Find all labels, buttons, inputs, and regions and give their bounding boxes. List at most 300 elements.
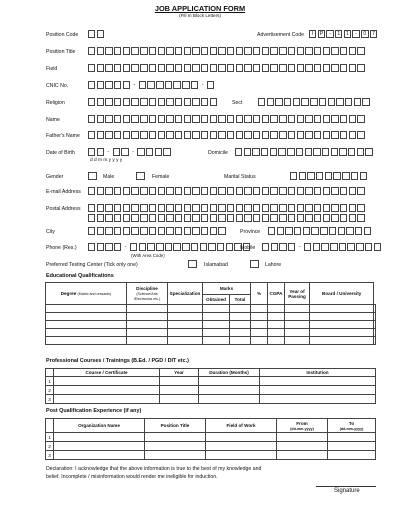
char-box[interactable] [210, 131, 217, 139]
email-boxes[interactable] [88, 187, 365, 195]
char-box[interactable] [114, 204, 121, 212]
char-box[interactable] [290, 172, 297, 180]
char-box[interactable] [131, 214, 138, 222]
char-box[interactable] [331, 64, 338, 72]
char-box[interactable] [287, 148, 294, 156]
char-box[interactable] [314, 131, 321, 139]
char-box[interactable] [275, 98, 282, 106]
islamabad-checkbox[interactable] [188, 260, 197, 268]
char-box[interactable] [149, 204, 156, 212]
char-box[interactable] [218, 187, 225, 195]
province-boxes[interactable] [268, 227, 371, 235]
char-box[interactable] [262, 187, 269, 195]
char-box[interactable] [331, 204, 338, 212]
char-box[interactable] [201, 204, 208, 212]
char-box[interactable] [262, 243, 269, 251]
char-box[interactable] [293, 98, 300, 106]
char-box[interactable] [303, 227, 310, 235]
char-box[interactable] [140, 47, 147, 55]
char-box[interactable] [331, 214, 338, 222]
char-box[interactable] [279, 47, 286, 55]
char-box[interactable] [218, 47, 225, 55]
char-box[interactable] [88, 131, 95, 139]
char-box[interactable] [192, 227, 199, 235]
char-box[interactable] [140, 214, 147, 222]
char-box[interactable] [113, 148, 120, 156]
char-box[interactable] [279, 64, 286, 72]
char-box[interactable] [331, 131, 338, 139]
char-box[interactable] [140, 187, 147, 195]
char-box[interactable] [165, 81, 172, 89]
char-box[interactable] [279, 187, 286, 195]
char-box[interactable] [88, 227, 95, 235]
char-box[interactable] [149, 47, 156, 55]
char-box[interactable] [192, 115, 199, 123]
marital-status-boxes[interactable] [290, 172, 367, 180]
education-row[interactable] [46, 329, 376, 337]
education-row[interactable] [46, 337, 376, 345]
char-box[interactable] [305, 131, 312, 139]
char-box[interactable] [123, 115, 130, 123]
char-box[interactable] [97, 187, 104, 195]
char-box[interactable] [235, 148, 242, 156]
char-box[interactable] [88, 64, 95, 72]
char-box[interactable] [340, 204, 347, 212]
signature-line[interactable] [316, 486, 376, 487]
char-box[interactable] [191, 81, 198, 89]
char-box[interactable] [175, 115, 182, 123]
char-box[interactable] [297, 64, 304, 72]
char-box[interactable] [304, 243, 311, 251]
char-box[interactable] [268, 227, 275, 235]
char-box[interactable] [285, 227, 292, 235]
char-box[interactable] [166, 64, 173, 72]
char-box[interactable] [305, 64, 312, 72]
char-box[interactable] [270, 131, 277, 139]
experience-row[interactable] [46, 442, 376, 451]
char-box[interactable] [218, 214, 225, 222]
char-box[interactable] [342, 172, 349, 180]
char-box[interactable] [364, 227, 371, 235]
char-box[interactable] [346, 227, 353, 235]
char-box[interactable] [297, 214, 304, 222]
char-box[interactable] [244, 148, 251, 156]
char-box[interactable] [123, 98, 130, 106]
char-box[interactable] [297, 131, 304, 139]
char-box[interactable] [314, 214, 321, 222]
char-box[interactable] [165, 243, 172, 251]
char-box[interactable] [307, 172, 314, 180]
char-box[interactable] [227, 47, 234, 55]
char-box[interactable] [299, 172, 306, 180]
char-box[interactable] [253, 47, 260, 55]
char-box[interactable] [218, 204, 225, 212]
char-box[interactable] [175, 214, 182, 222]
char-box[interactable] [345, 98, 352, 106]
char-box[interactable] [253, 214, 260, 222]
char-box[interactable] [253, 64, 260, 72]
char-box[interactable] [288, 214, 295, 222]
char-box[interactable] [184, 47, 191, 55]
char-box[interactable] [130, 243, 137, 251]
char-box[interactable] [270, 148, 277, 156]
char-box[interactable] [166, 227, 173, 235]
char-box[interactable] [340, 115, 347, 123]
char-box[interactable] [88, 98, 95, 106]
char-box[interactable] [322, 148, 329, 156]
char-box[interactable] [191, 243, 198, 251]
postal-boxes-2[interactable] [88, 214, 365, 222]
char-box[interactable] [88, 81, 95, 89]
char-box[interactable] [279, 204, 286, 212]
char-box[interactable] [236, 47, 243, 55]
char-box[interactable] [210, 47, 217, 55]
char-box[interactable] [333, 172, 340, 180]
char-box[interactable] [297, 187, 304, 195]
char-box[interactable] [360, 172, 367, 180]
char-box[interactable] [121, 148, 128, 156]
char-box[interactable] [279, 214, 286, 222]
name-boxes[interactable] [88, 115, 365, 123]
char-box[interactable] [149, 214, 156, 222]
char-box[interactable] [305, 47, 312, 55]
char-box[interactable] [349, 187, 356, 195]
char-box[interactable] [279, 115, 286, 123]
char-box[interactable] [175, 204, 182, 212]
char-box[interactable] [88, 115, 95, 123]
char-box[interactable] [321, 243, 328, 251]
char-box[interactable] [123, 47, 130, 55]
char-box[interactable] [262, 47, 269, 55]
char-box[interactable] [297, 204, 304, 212]
char-box[interactable] [147, 81, 154, 89]
char-box[interactable] [192, 98, 199, 106]
char-box[interactable] [147, 243, 154, 251]
char-box[interactable] [305, 187, 312, 195]
char-box[interactable] [97, 243, 104, 251]
char-box[interactable] [184, 214, 191, 222]
experience-row[interactable] [46, 451, 376, 460]
char-box[interactable] [349, 115, 356, 123]
char-box[interactable] [258, 98, 265, 106]
char-box[interactable] [88, 148, 95, 156]
char-box[interactable] [330, 243, 337, 251]
char-box[interactable] [192, 47, 199, 55]
char-box[interactable] [105, 64, 112, 72]
char-box[interactable] [323, 47, 330, 55]
char-box[interactable] [218, 131, 225, 139]
char-box[interactable] [253, 204, 260, 212]
char-box[interactable] [131, 131, 138, 139]
char-box[interactable] [236, 204, 243, 212]
phone-boxes[interactable] [88, 243, 250, 251]
char-box[interactable] [323, 204, 330, 212]
male-checkbox[interactable] [88, 172, 97, 180]
char-box[interactable] [297, 115, 304, 123]
char-box[interactable] [262, 131, 269, 139]
char-box[interactable] [305, 115, 312, 123]
char-box[interactable] [184, 204, 191, 212]
char-box[interactable] [227, 64, 234, 72]
char-box[interactable] [357, 47, 364, 55]
char-box[interactable] [270, 204, 277, 212]
father-name-boxes[interactable] [88, 131, 365, 139]
char-box[interactable] [88, 187, 95, 195]
char-box[interactable] [340, 187, 347, 195]
char-box[interactable] [166, 131, 173, 139]
char-box[interactable] [201, 131, 208, 139]
char-box[interactable] [97, 81, 104, 89]
char-box[interactable] [236, 115, 243, 123]
char-box[interactable] [105, 115, 112, 123]
char-box[interactable] [349, 204, 356, 212]
char-box[interactable] [279, 243, 286, 251]
cnic-boxes[interactable] [88, 81, 214, 89]
char-box[interactable] [158, 98, 165, 106]
char-box[interactable] [227, 214, 234, 222]
char-box[interactable] [156, 243, 163, 251]
char-box[interactable] [158, 47, 165, 55]
char-box[interactable] [201, 187, 208, 195]
char-box[interactable] [331, 187, 338, 195]
char-box[interactable] [184, 131, 191, 139]
char-box[interactable] [267, 98, 274, 106]
char-box[interactable] [105, 81, 112, 89]
char-box[interactable] [218, 115, 225, 123]
char-box[interactable] [149, 227, 156, 235]
char-box[interactable] [173, 81, 180, 89]
char-box[interactable] [294, 227, 301, 235]
char-box[interactable] [314, 64, 321, 72]
char-box[interactable] [278, 148, 285, 156]
char-box[interactable] [277, 227, 284, 235]
char-box[interactable] [123, 81, 130, 89]
char-box[interactable] [244, 204, 251, 212]
char-box[interactable] [184, 64, 191, 72]
char-box[interactable] [288, 115, 295, 123]
char-box[interactable] [210, 98, 217, 106]
char-box[interactable] [262, 204, 269, 212]
char-box[interactable] [149, 187, 156, 195]
char-box[interactable] [208, 243, 215, 251]
char-box[interactable] [244, 64, 251, 72]
char-box[interactable] [331, 47, 338, 55]
education-row[interactable] [46, 321, 376, 329]
lahore-checkbox[interactable] [250, 260, 259, 268]
char-box[interactable] [105, 214, 112, 222]
char-box[interactable] [305, 214, 312, 222]
course-row[interactable] [46, 377, 376, 386]
char-box[interactable] [114, 81, 121, 89]
char-box[interactable] [227, 187, 234, 195]
char-box[interactable] [355, 227, 362, 235]
char-box[interactable] [310, 98, 317, 106]
char-box[interactable] [97, 227, 104, 235]
char-box[interactable] [114, 131, 121, 139]
char-box[interactable] [114, 47, 121, 55]
char-box[interactable] [314, 187, 321, 195]
char-box[interactable] [105, 47, 112, 55]
char-box[interactable] [227, 131, 234, 139]
char-box[interactable] [357, 115, 364, 123]
char-box[interactable] [320, 227, 327, 235]
dob-boxes[interactable] [88, 148, 171, 156]
char-box[interactable] [140, 98, 147, 106]
char-box[interactable] [305, 204, 312, 212]
char-box[interactable] [123, 131, 130, 139]
domicile-boxes[interactable] [235, 148, 373, 156]
char-box[interactable] [314, 204, 321, 212]
char-box[interactable] [210, 64, 217, 72]
char-box[interactable] [218, 64, 225, 72]
char-box[interactable] [97, 131, 104, 139]
char-box[interactable] [158, 187, 165, 195]
char-box[interactable] [131, 98, 138, 106]
education-row[interactable] [46, 305, 376, 313]
char-box[interactable] [349, 214, 356, 222]
char-box[interactable] [114, 214, 121, 222]
char-box[interactable] [253, 131, 260, 139]
sect-boxes[interactable] [258, 98, 370, 106]
char-box[interactable] [131, 227, 138, 235]
char-box[interactable] [362, 98, 369, 106]
char-box[interactable] [288, 64, 295, 72]
char-box[interactable] [357, 148, 364, 156]
char-box[interactable] [192, 214, 199, 222]
char-box[interactable] [305, 148, 312, 156]
char-box[interactable] [374, 243, 381, 251]
char-box[interactable] [301, 98, 308, 106]
char-box[interactable] [182, 243, 189, 251]
char-box[interactable] [349, 131, 356, 139]
char-box[interactable] [323, 131, 330, 139]
char-box[interactable] [336, 98, 343, 106]
char-box[interactable] [184, 115, 191, 123]
char-box[interactable] [158, 115, 165, 123]
char-box[interactable] [236, 64, 243, 72]
char-box[interactable] [175, 187, 182, 195]
char-box[interactable] [131, 204, 138, 212]
char-box[interactable] [357, 204, 364, 212]
char-box[interactable] [270, 47, 277, 55]
char-box[interactable] [349, 47, 356, 55]
char-box[interactable] [348, 148, 355, 156]
char-box[interactable] [166, 47, 173, 55]
char-box[interactable] [328, 98, 335, 106]
char-box[interactable] [297, 47, 304, 55]
char-box[interactable] [139, 243, 146, 251]
char-box[interactable] [313, 243, 320, 251]
char-box[interactable] [357, 131, 364, 139]
char-box[interactable] [347, 243, 354, 251]
char-box[interactable] [97, 47, 104, 55]
char-box[interactable] [166, 187, 173, 195]
char-box[interactable] [271, 243, 278, 251]
char-box[interactable] [262, 64, 269, 72]
char-box[interactable] [163, 148, 170, 156]
char-box[interactable] [131, 187, 138, 195]
char-box[interactable] [97, 204, 104, 212]
char-box[interactable] [114, 64, 121, 72]
char-box[interactable] [137, 148, 144, 156]
char-box[interactable] [131, 64, 138, 72]
position-code-boxes[interactable] [88, 30, 104, 38]
religion-boxes[interactable] [88, 98, 217, 106]
char-box[interactable] [114, 187, 121, 195]
char-box[interactable] [105, 131, 112, 139]
char-box[interactable] [210, 187, 217, 195]
char-box[interactable] [262, 115, 269, 123]
char-box[interactable] [325, 172, 332, 180]
char-box[interactable] [158, 214, 165, 222]
char-box[interactable] [192, 64, 199, 72]
char-box[interactable] [88, 243, 95, 251]
char-box[interactable] [244, 187, 251, 195]
char-box[interactable] [140, 204, 147, 212]
char-box[interactable] [173, 243, 180, 251]
char-box[interactable] [149, 115, 156, 123]
char-box[interactable] [331, 148, 338, 156]
char-box[interactable] [331, 115, 338, 123]
char-box[interactable] [114, 115, 121, 123]
field-boxes[interactable] [88, 64, 365, 72]
char-box[interactable] [114, 227, 121, 235]
char-box[interactable] [365, 243, 372, 251]
char-box[interactable] [201, 98, 208, 106]
female-checkbox[interactable] [136, 172, 145, 180]
char-box[interactable] [340, 47, 347, 55]
char-box[interactable] [105, 187, 112, 195]
char-box[interactable] [236, 131, 243, 139]
char-box[interactable] [252, 148, 259, 156]
char-box[interactable] [192, 187, 199, 195]
char-box[interactable] [140, 131, 147, 139]
city-boxes[interactable] [88, 227, 226, 235]
char-box[interactable] [166, 98, 173, 106]
char-box[interactable] [139, 81, 146, 89]
char-box[interactable] [175, 64, 182, 72]
char-box[interactable] [261, 148, 268, 156]
char-box[interactable] [236, 187, 243, 195]
char-box[interactable] [140, 227, 147, 235]
char-box[interactable] [288, 243, 295, 251]
char-box[interactable] [339, 148, 346, 156]
char-box[interactable] [357, 64, 364, 72]
char-box[interactable] [270, 214, 277, 222]
char-box[interactable] [316, 172, 323, 180]
char-box[interactable] [349, 64, 356, 72]
char-box[interactable] [123, 204, 130, 212]
course-row[interactable] [46, 386, 376, 395]
char-box[interactable] [210, 115, 217, 123]
char-box[interactable] [184, 227, 191, 235]
char-box[interactable] [340, 131, 347, 139]
char-box[interactable] [184, 98, 191, 106]
char-box[interactable] [158, 204, 165, 212]
char-box[interactable] [97, 64, 104, 72]
char-box[interactable] [158, 64, 165, 72]
char-box[interactable] [313, 148, 320, 156]
char-box[interactable] [158, 227, 165, 235]
char-box[interactable] [357, 214, 364, 222]
char-box[interactable] [192, 204, 199, 212]
char-box[interactable] [323, 64, 330, 72]
char-box[interactable] [288, 131, 295, 139]
char-box[interactable] [97, 98, 104, 106]
char-box[interactable] [319, 98, 326, 106]
char-box[interactable] [114, 98, 121, 106]
char-box[interactable] [149, 98, 156, 106]
